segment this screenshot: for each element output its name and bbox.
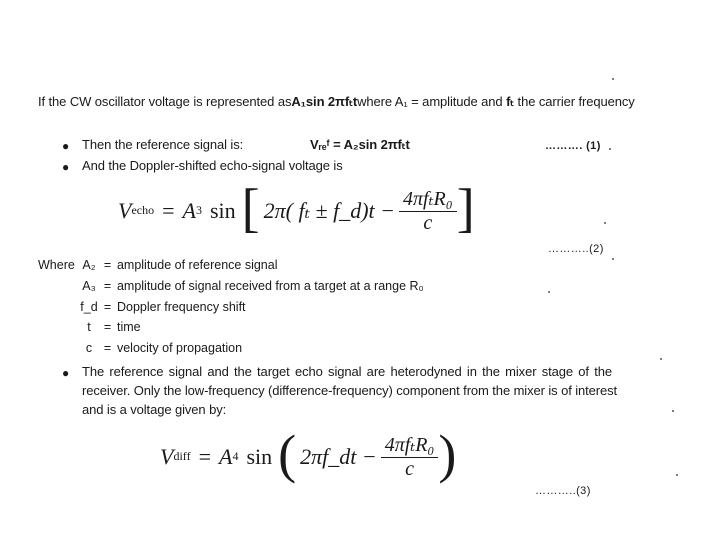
reference-equation: Vᵣₑᶠ = A₂sin 2πfₜt — [310, 137, 410, 152]
right-bracket-icon: ] — [456, 177, 475, 238]
diff-denominator: c — [405, 458, 414, 480]
bullet-1-text: Then the reference signal is: — [82, 137, 244, 152]
definition-symbol: c — [85, 341, 93, 355]
intro-text-end: the carrier frequency — [514, 94, 635, 109]
diff-sin: sin — [246, 443, 273, 469]
scan-speck — [612, 78, 614, 80]
definition-text: Doppler frequency shift — [116, 300, 246, 314]
diff-equals: = — [198, 443, 211, 469]
difference-equation — [160, 423, 457, 484]
bullet-icon: ● — [62, 366, 70, 380]
definition-row — [80, 258, 277, 272]
echo-sin: sin — [209, 197, 236, 223]
echo-inner: 2π( fₜ ± f_d)t − — [263, 197, 396, 223]
scan-speck — [672, 410, 674, 412]
bullet-icon: ● — [62, 139, 70, 153]
diff-inner: 2πf_dt − — [300, 443, 377, 469]
definition-text: amplitude of signal received from a target at a range R₀ — [116, 279, 424, 293]
left-bracket-icon: [ — [241, 177, 260, 238]
definition-row — [80, 320, 141, 334]
definition-equals: = — [103, 300, 112, 314]
echo-amplitude: A — [182, 197, 196, 223]
definition-equals: = — [103, 279, 112, 293]
intro-text: If the CW oscillator voltage is represented as — [38, 94, 292, 109]
diff-fraction — [381, 432, 439, 481]
left-paren-icon: ( — [278, 423, 297, 484]
definition-text: velocity of propagation — [116, 341, 243, 355]
bullet-3-line-1: The reference signal and the target echo signal are heterodyned in the mixer stage of the — [82, 364, 612, 379]
intro-line — [38, 94, 635, 110]
definition-text: amplitude of reference signal — [116, 258, 278, 272]
equation-2-number: ………..(2) — [548, 243, 604, 255]
equation-3-number: ………..(3) — [535, 485, 591, 497]
definition-row — [80, 279, 424, 293]
scan-speck — [660, 358, 662, 360]
echo-equation — [118, 177, 475, 238]
echo-denominator: c — [423, 212, 433, 234]
bullet-3-line-2: receiver. Only the low-frequency (difference-frequency) component from the mixer is of interest — [82, 383, 618, 398]
diff-lhs: V — [160, 443, 174, 469]
echo-lhs: V — [118, 197, 132, 223]
echo-lhs-subscript: echo — [131, 203, 155, 217]
definition-symbol: A₃ — [82, 279, 96, 293]
definition-symbol: A₂ — [82, 258, 96, 272]
equation-1-number: ………. (1) — [545, 140, 601, 152]
definition-row — [80, 300, 246, 314]
diff-lhs-subscript: diff — [173, 449, 191, 463]
definition-equals: = — [103, 320, 112, 334]
definition-equals: = — [103, 258, 112, 272]
intro-text-where: where A₁ = amplitude and — [357, 94, 507, 109]
definition-text: time — [116, 320, 141, 334]
echo-fraction — [399, 186, 457, 235]
diff-amplitude-subscript: 4 — [232, 449, 239, 463]
where-label: Where — [38, 258, 75, 272]
bullet-3-line-3: and is a voltage given by: — [82, 402, 227, 417]
scan-speck — [612, 258, 614, 260]
scan-speck — [676, 474, 678, 476]
definition-row — [80, 341, 242, 355]
bullet-2-text: And the Doppler-shifted echo-signal voltage is — [82, 158, 343, 173]
definition-equals: = — [103, 341, 112, 355]
diff-amplitude: A — [218, 443, 233, 469]
carrier-symbol: fₜ — [506, 94, 515, 109]
scan-speck — [604, 222, 606, 224]
bullet-icon: ● — [62, 160, 70, 174]
scan-speck — [609, 148, 611, 150]
intro-expression: A₁sin 2πfₜt — [291, 94, 358, 109]
definition-symbol: f_d — [80, 300, 98, 314]
echo-equals: = — [162, 197, 175, 223]
right-paren-icon: ) — [438, 423, 457, 484]
scan-speck — [548, 291, 550, 293]
definition-symbol: t — [87, 320, 91, 334]
echo-numerator: 4πfₜR₀ — [399, 186, 457, 212]
diff-numerator: 4πfₜR₀ — [381, 432, 439, 458]
echo-amplitude-subscript: 3 — [195, 203, 202, 217]
